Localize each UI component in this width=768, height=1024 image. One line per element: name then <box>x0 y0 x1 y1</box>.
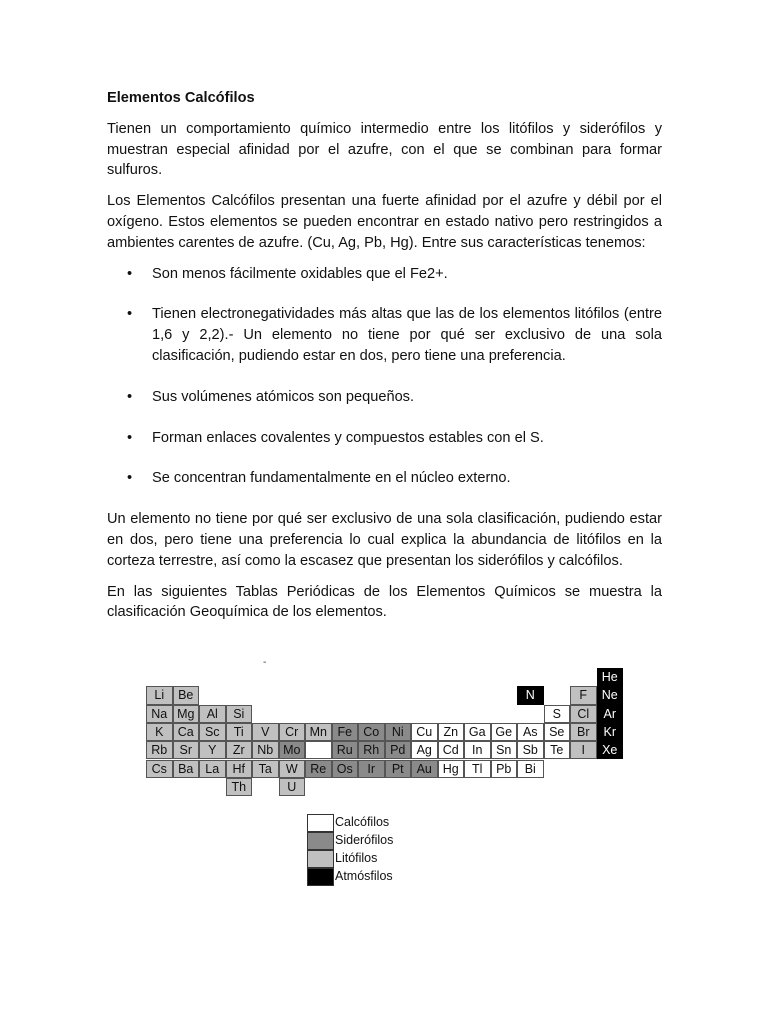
element-cell: Na <box>146 705 173 723</box>
element-cell: Be <box>173 686 200 704</box>
legend-swatch <box>307 850 334 868</box>
element-cell: Y <box>199 741 226 759</box>
bullet-icon: • <box>127 265 133 282</box>
element-cell: W <box>279 760 306 778</box>
element-cell <box>305 741 332 759</box>
section-heading: Elementos Calcófilos <box>107 90 255 106</box>
element-cell: Ta <box>252 760 279 778</box>
element-cell: Rh <box>358 741 385 759</box>
element-cell: Ge <box>491 723 518 741</box>
element-cell: Li <box>146 686 173 704</box>
paragraph-tables-intro: En las siguientes Tablas Periódicas de los Elementos Químicos se muestra la clasificación Geoquímica de los elementos. <box>107 583 662 621</box>
list-item: • Tienen electronegatividades más altas que las de los elementos litófilos (entre 1,6 y 2,2).- Un elemento no tiene por qué ser exclusivo de una sola clasificación, pudiendo estar en dos, pero tiene una preferencia. <box>127 306 662 364</box>
element-cell: Pb <box>491 760 518 778</box>
element-cell: Sr <box>173 741 200 759</box>
element-cell: K <box>146 723 173 741</box>
bullet-icon: • <box>127 470 133 487</box>
element-cell: Cl <box>570 705 597 723</box>
element-cell: Cd <box>438 741 465 759</box>
legend-label: Atmósfilos <box>335 869 393 883</box>
element-cell: He <box>597 668 624 686</box>
element-cell: Co <box>358 723 385 741</box>
element-cell: As <box>517 723 544 741</box>
element-cell: Mn <box>305 723 332 741</box>
element-cell: Hg <box>438 760 465 778</box>
paragraph-abundance: Un elemento no tiene por qué ser exclusivo de una sola clasificación, pudiendo estar en dos, pero tiene una preferencia lo cual explica la abundancia de litófilos en la corteza terrestre, así como la escasez que presentan los siderófilos y calcófilos. <box>107 511 662 569</box>
element-cell: Ne <box>597 686 624 704</box>
element-cell: Mg <box>173 705 200 723</box>
list-item: • Forman enlaces covalentes y compuestos estables con el S. <box>107 428 662 449</box>
document-body <box>107 88 662 633</box>
element-cell: Zn <box>438 723 465 741</box>
stray-mark: - <box>263 657 267 668</box>
element-cell: Pd <box>385 741 412 759</box>
list-item: • Sus volúmenes atómicos son pequeños. <box>107 387 662 408</box>
element-cell: F <box>570 686 597 704</box>
element-cell: Cs <box>146 760 173 778</box>
bullet-icon: • <box>127 429 133 446</box>
element-cell: Th <box>226 778 253 796</box>
element-cell: Sb <box>517 741 544 759</box>
element-cell: Ir <box>358 760 385 778</box>
element-cell: Ba <box>173 760 200 778</box>
element-cell: Zr <box>226 741 253 759</box>
element-cell: Br <box>570 723 597 741</box>
element-cell: Al <box>199 705 226 723</box>
element-cell: Ru <box>332 741 359 759</box>
element-cell: Ti <box>226 723 253 741</box>
element-cell: Sn <box>491 741 518 759</box>
list-item: • Se concentran fundamentalmente en el núcleo externo. <box>107 468 662 489</box>
element-cell: S <box>544 705 571 723</box>
bullet-icon: • <box>127 388 133 405</box>
paragraph-intro: Tienen un comportamiento químico intermedio entre los litófilos y siderófilos y muestran especial afinidad por el azufre, con el que se combinan para formar sulfuros. <box>107 120 662 179</box>
element-cell: Sc <box>199 723 226 741</box>
element-cell: U <box>279 778 306 796</box>
characteristics-list <box>107 264 662 490</box>
element-cell: Mo <box>279 741 306 759</box>
legend-label: Litófilos <box>335 851 378 865</box>
legend-label: Siderófilos <box>335 833 394 847</box>
element-cell: Cr <box>279 723 306 741</box>
paragraph-characteristics: Los Elementos Calcófilos presentan una fuerte afinidad por el azufre y débil por el oxígeno. Estos elementos se pueden encontrar en estado nativo pero restringidos a ambientes carentes de azufre. (Cu, Ag, Pb, Hg). Entre sus características tenemos: <box>107 193 662 251</box>
element-cell: Nb <box>252 741 279 759</box>
element-cell: Te <box>544 741 571 759</box>
element-cell: Bi <box>517 760 544 778</box>
element-cell: Xe <box>597 741 624 759</box>
element-cell: Ga <box>464 723 491 741</box>
legend-swatch <box>307 814 334 832</box>
element-cell: I <box>570 741 597 759</box>
element-cell: Pt <box>385 760 412 778</box>
element-cell: La <box>199 760 226 778</box>
element-cell: Os <box>332 760 359 778</box>
legend-swatch <box>307 868 334 886</box>
legend-swatch <box>307 832 334 850</box>
element-cell: Ar <box>597 705 624 723</box>
bullet-icon: • <box>127 306 133 323</box>
element-cell: Cu <box>411 723 438 741</box>
element-cell: Rb <box>146 741 173 759</box>
element-cell: Re <box>305 760 332 778</box>
element-cell: Se <box>544 723 571 741</box>
element-cell: Ag <box>411 741 438 759</box>
element-cell: Si <box>226 705 253 723</box>
element-cell: N <box>517 686 544 704</box>
element-cell: Ca <box>173 723 200 741</box>
element-cell: Ni <box>385 723 412 741</box>
element-cell: V <box>252 723 279 741</box>
element-cell: Tl <box>464 760 491 778</box>
legend-label: Calcófilos <box>335 815 390 829</box>
element-cell: Kr <box>597 723 624 741</box>
list-item: • Son menos fácilmente oxidables que el Fe2+. <box>107 264 662 285</box>
element-cell: In <box>464 741 491 759</box>
element-cell: Au <box>411 760 438 778</box>
element-cell: Fe <box>332 723 359 741</box>
element-cell: Hf <box>226 760 253 778</box>
